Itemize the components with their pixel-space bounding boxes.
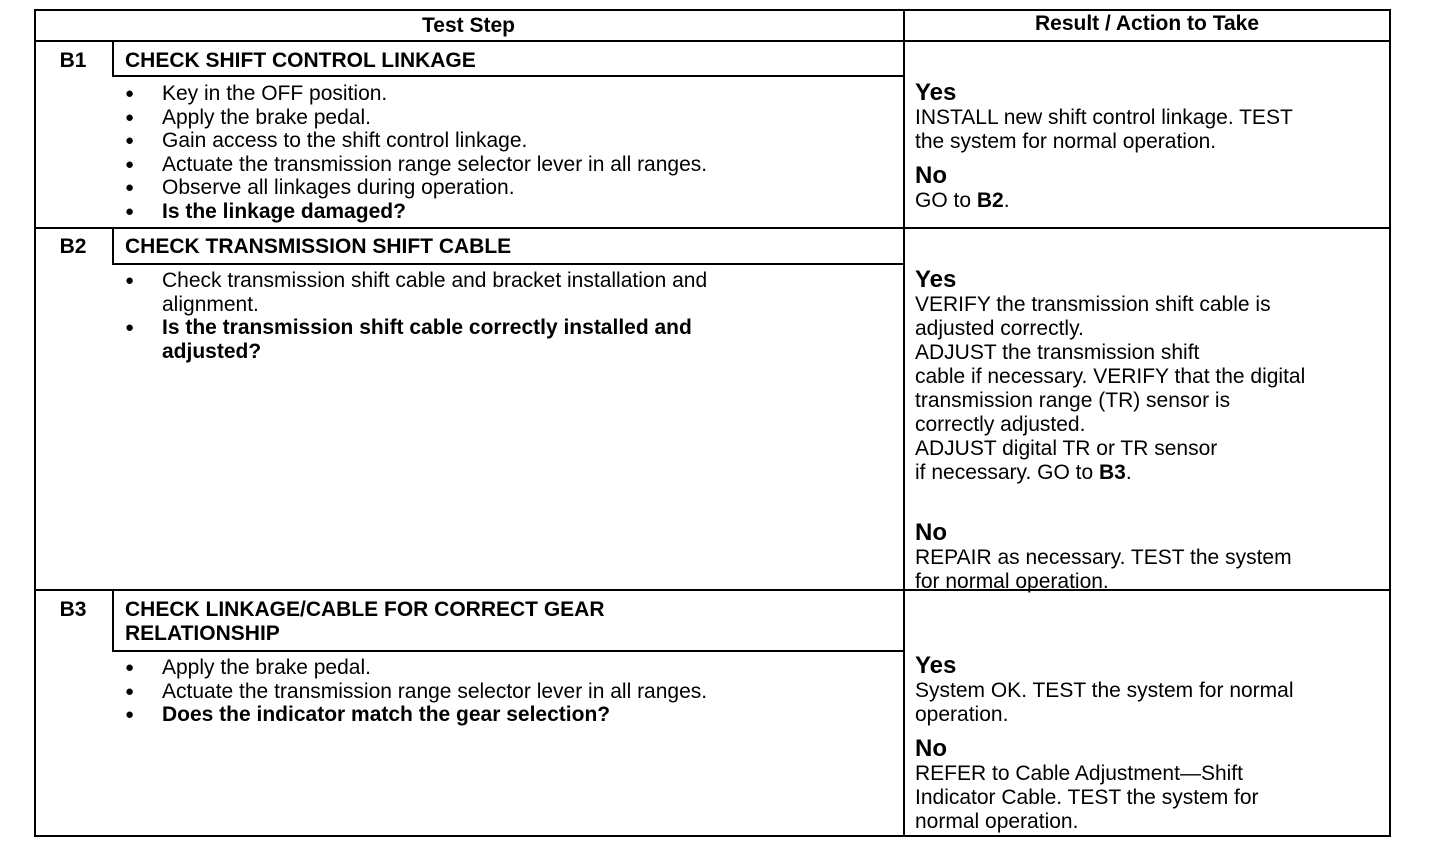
result-b1 (915, 79, 1293, 213)
result-b3 (915, 652, 1294, 834)
b1-id-divider (112, 40, 114, 76)
b1-title-divider (112, 75, 904, 77)
list-item: ● Gain access to the shift control linkage. (125, 129, 528, 152)
step-title-b2: CHECK TRANSMISSION SHIFT CABLE (125, 235, 512, 258)
step-id-b3: B3 (59, 598, 87, 621)
yes-label: Yes (915, 79, 957, 106)
diagnostic-table (34, 9, 1391, 837)
table-border-right (1389, 9, 1391, 837)
step-b1-items (125, 82, 707, 223)
no-label: No (915, 162, 947, 189)
step-id-b1: B1 (59, 49, 87, 72)
b2-id-divider (112, 227, 114, 264)
step-title-b3: CHECK LINKAGE/CABLE FOR CORRECT GEAR RELATIONSHIP (125, 598, 605, 645)
yes-text: adjusted correctly. (915, 317, 1084, 340)
step-id-b2: B2 (59, 235, 87, 258)
yes-text: ADJUST digital TR or TR sensor (915, 437, 1218, 460)
table-border-bottom (34, 835, 1391, 837)
yes-text: the system for normal operation. (915, 130, 1217, 153)
no-text: GO to B2. (915, 189, 1010, 212)
step-question: ● Is the linkage damaged? (125, 199, 406, 223)
yes-text: System OK. TEST the system for normal (915, 679, 1294, 702)
list-item: ● Actuate the transmission range selector lever in all ranges. (125, 152, 708, 176)
header-divider (34, 40, 1391, 42)
yes-text: cable if necessary. VERIFY that the digital (915, 365, 1306, 388)
no-text: Indicator Cable. TEST the system for (915, 786, 1259, 809)
yes-text: operation. (915, 703, 1009, 726)
list-item: ● Actuate the transmission range selector lever in all ranges. (125, 679, 708, 703)
yes-text: ADJUST the transmission shift (915, 341, 1200, 364)
no-text: REPAIR as necessary. TEST the system (915, 546, 1292, 569)
list-item: ● Key in the OFF position. (125, 82, 388, 105)
yes-text: correctly adjusted. (915, 413, 1086, 436)
step-question: ● Is the transmission shift cable correctly installed and adjusted? (125, 316, 692, 363)
no-text: for normal operation. (915, 570, 1109, 593)
table-border-top (34, 9, 1391, 11)
no-label: No (915, 735, 947, 762)
yes-label: Yes (915, 266, 957, 293)
yes-text: VERIFY the transmission shift cable is (915, 293, 1271, 316)
no-text: REFER to Cable Adjustment—Shift (915, 762, 1243, 785)
yes-text: if necessary. GO to B3. (915, 461, 1132, 484)
table-border-left (34, 9, 36, 837)
b3-title-divider (112, 650, 904, 652)
step-b3-items (125, 656, 707, 727)
header-test-step: Test Step (422, 14, 515, 37)
list-item: ● Apply the brake pedal. (125, 105, 371, 129)
list-item: ● Apply the brake pedal. (125, 656, 371, 679)
header-result-action: Result / Action to Take (1034, 12, 1260, 35)
list-item: ● Check transmission shift cable and bracket installation and alignment. (125, 269, 708, 316)
b3-id-divider (112, 589, 114, 651)
no-text: normal operation. (915, 810, 1079, 833)
no-label: No (915, 519, 947, 546)
yes-label: Yes (915, 652, 957, 679)
b1-row-divider (34, 227, 1391, 229)
list-item: ● Observe all linkages during operation. (125, 176, 515, 199)
b2-title-divider (112, 263, 904, 265)
step-b2-items (125, 269, 707, 363)
step-title-b1: CHECK SHIFT CONTROL LINKAGE (125, 49, 476, 72)
result-b2 (915, 266, 1305, 594)
yes-text: INSTALL new shift control linkage. TEST (915, 106, 1293, 129)
column-divider (903, 9, 905, 837)
yes-text: transmission range (TR) sensor is (915, 389, 1231, 412)
step-question: ● Does the indicator match the gear selection? (125, 703, 611, 726)
